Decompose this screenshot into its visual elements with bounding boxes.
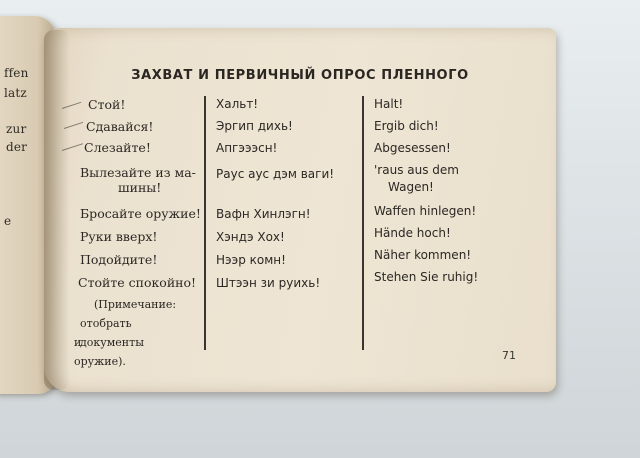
left-page-fragment: der <box>6 140 28 154</box>
russian-phrase: Стойте спокойно! <box>78 275 197 290</box>
left-page-fragment: ffen <box>4 66 29 80</box>
german-phrase: Hände hoch! <box>374 226 451 240</box>
mongolian-phrase: Вафн Хинлэгн! <box>216 207 311 221</box>
column-divider <box>362 96 364 350</box>
german-phrase: Ergib dich! <box>374 119 439 133</box>
russian-phrase: Стой! <box>88 97 126 112</box>
note-line: отобрать документы <box>80 317 144 349</box>
page-number: 71 <box>502 349 516 362</box>
russian-phrase: шины! <box>118 180 162 195</box>
mongolian-phrase: Раус аус дэм ваги! <box>216 167 335 181</box>
mongolian-phrase: Апгэээсн! <box>216 141 278 155</box>
note-line: и оружие). <box>74 336 126 368</box>
german-phrase: 'raus aus dem <box>374 163 459 177</box>
russian-phrase: Бросайте оружие! <box>80 206 201 221</box>
german-phrase: Wagen! <box>388 180 434 194</box>
german-phrase: Waffen hinlegen! <box>374 204 477 218</box>
german-phrase: Näher kommen! <box>374 248 472 262</box>
mongolian-phrase: Хэндэ Хох! <box>216 230 285 244</box>
mongolian-phrase: Штээн зи руихь! <box>216 276 321 290</box>
page-title: ЗАХВАТ И ПЕРВИЧНЫЙ ОПРОС ПЛЕННОГО <box>131 68 469 83</box>
russian-phrase: Вылезайте из ма- <box>80 165 196 180</box>
german-phrase: Stehen Sie ruhig! <box>374 270 479 284</box>
spine-shadow <box>44 30 70 390</box>
note-line: (Примечание: <box>94 298 177 311</box>
left-page-fragment: zur <box>6 122 27 136</box>
mongolian-phrase: Эргип дихь! <box>216 119 293 133</box>
russian-phrase: Сдавайся! <box>86 119 154 134</box>
russian-phrase: Подойдите! <box>80 252 158 267</box>
left-page-fragment: e <box>4 214 12 228</box>
russian-phrase: Руки вверх! <box>80 229 158 244</box>
mongolian-phrase: Хальт! <box>216 97 259 111</box>
german-phrase: Abgesessen! <box>374 141 451 155</box>
german-phrase: Halt! <box>374 97 404 111</box>
mongolian-phrase: Нээр комн! <box>216 253 286 267</box>
column-divider <box>204 96 206 350</box>
book-page <box>44 28 556 392</box>
russian-phrase: Слезайте! <box>84 140 151 155</box>
left-page-fragment: latz <box>4 86 27 100</box>
